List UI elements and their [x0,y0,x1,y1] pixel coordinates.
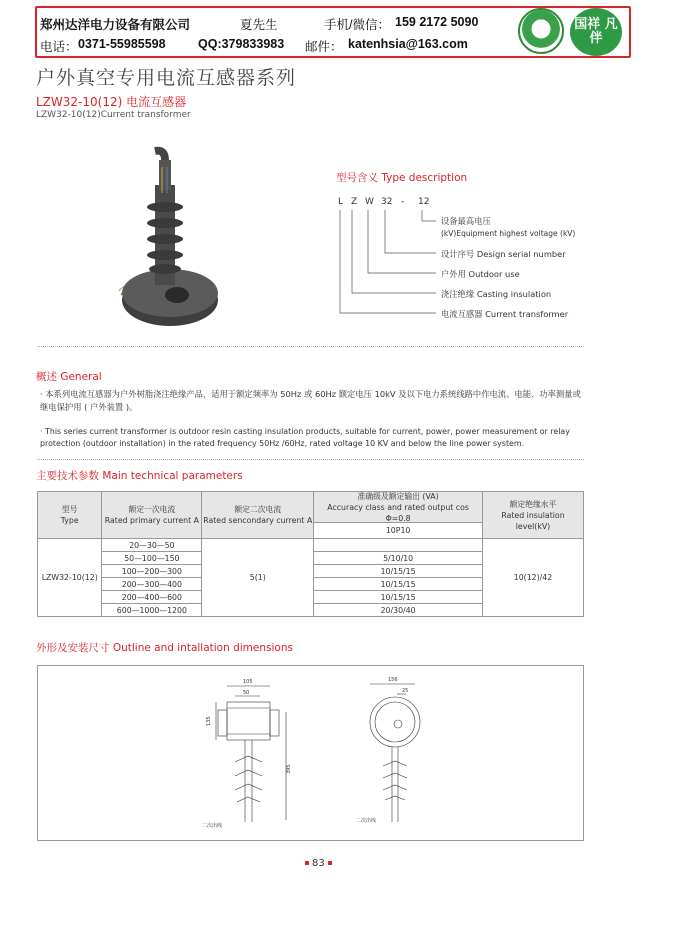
insulation-cell: 10(12)/42 [483,539,584,617]
divider-1 [37,346,584,347]
primary-cell: 100—200—300 [102,565,202,578]
primary-cell: 50—100—150 [102,552,202,565]
primary-cell: 20—30—50 [102,539,202,552]
type-letter-1: L [338,197,344,207]
accuracy-cell: 10/15/15 [314,565,483,578]
type-letter-4: 32 [381,197,393,207]
side-view-drawing [350,672,440,832]
email-address: katenhsia@163.com [348,37,468,51]
contact-person: 夏先生 [240,18,278,32]
company-logo: 国祥 凡伴 [570,8,622,56]
side-label: 二次出线 [356,818,377,824]
type-item-2: 设计序号 Design serial number [441,249,566,259]
model-title-en: LZW32-10(12)Current transformer [36,110,191,120]
model-title-cn: LZW32-10(12) 电流互感器 [36,95,187,109]
type-letter-2: Z [351,197,358,207]
type-description-lines [330,205,440,320]
col-type: 型号 Type [38,492,102,539]
mobile-label: 手机/微信： [324,18,390,32]
front-view-drawing [190,672,310,832]
type-item-5: 电流互感器 Current transformer [441,309,569,319]
accuracy-cell: 10/15/15 [314,591,483,604]
col-accuracy: 准确级及额定输出 (VA) Accuracy class and rated output cos Φ=0.8 10P10 [314,492,483,539]
type-letter-5: 12 [418,197,430,207]
front-label: 二次出线 [202,823,223,829]
dim-25: 25 [402,688,409,694]
power-grid-logo [518,8,564,54]
general-heading: 概述 General [36,371,102,383]
phone-number: 0371-55985598 [78,37,166,51]
col-primary: 额定一次电流 Rated primary current A [102,492,202,539]
type-item-1-en: (kV)Equipment highest voltage (kV) [441,229,576,238]
accuracy-cell: 20/30/40 [314,604,483,617]
params-table [37,491,584,617]
primary-cell: 600—1000—1200 [102,604,202,617]
type-item-3: 户外用 Outdoor use [441,269,520,279]
table-row [38,539,584,552]
type-cell: LZW32-10(12) [38,539,102,617]
dim-156: 156 [388,677,398,683]
col-secondary: 额定二次电流 Rated sencondary current A [202,492,314,539]
accuracy-cell: 10/15/15 [314,578,483,591]
outline-frame [37,665,584,841]
dim-105: 105 [243,679,253,685]
type-description-heading: 型号含义 Type description [336,172,468,184]
qq-number: QQ:379833983 [198,37,285,51]
divider-2 [37,459,584,460]
company-name: 郑州达洋电力设备有限公司 [40,18,191,32]
phone-label: 电话： [40,40,78,54]
type-letter-dash: - [401,197,405,207]
email-label: 邮件： [305,40,343,54]
general-text-en: · This series current transformer is outdoor resin casting insulation products, suitable for current, power, power measurement or relay protection (outdoor installation) in the rated frequency 50Hz /60Hz, rated voltage 10 KV and below the line power system. [40,427,570,448]
accuracy-cell: 5/10/10 [314,552,483,565]
primary-cell: 200—300—400 [102,578,202,591]
accuracy-cell [314,539,483,552]
page-title: 户外真空专用电流互感器系列 [36,67,297,89]
type-letter-3: W [365,197,374,207]
secondary-cell: 5(1) [202,539,314,617]
dim-50: 50 [243,690,250,696]
outline-heading: 外形及安装尺寸 Outline and intallation dimensions [36,642,293,654]
table-header-row [38,492,584,539]
col-insulation: 额定绝缘水平 Rated insulation level(kV) [483,492,584,539]
page-number: 83 [302,858,335,869]
mobile-number: 159 2172 5090 [395,15,479,29]
dim-395: 395 [286,764,292,774]
type-item-1-cn: 设备最高电压 [441,216,491,226]
primary-cell: 200—400—600 [102,591,202,604]
product-photo [115,145,225,335]
dim-135: 135 [206,716,212,726]
type-item-4: 浇注绝缘 Casting insulation [441,289,552,299]
params-heading: 主要技术参数 Main technical parameters [36,470,243,482]
general-text-cn: · 本系列电流互感器为户外树脂浇注绝缘产品，适用于额定频率为 50Hz 或 60Hz 额定电压 10kV 及以下电力系统线路中作电流、电能、功率测量或继电保护用 ( 户外装置 )。 [40,389,581,412]
